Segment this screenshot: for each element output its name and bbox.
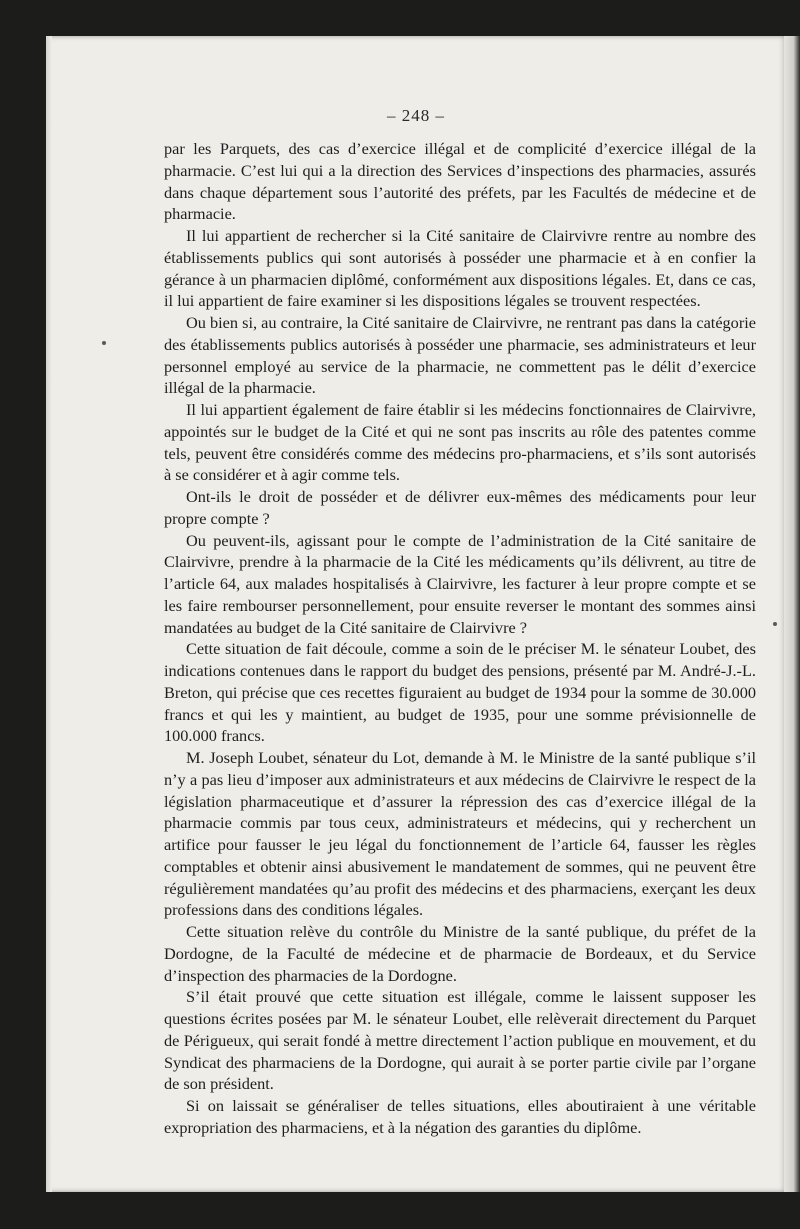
paragraph-2: Il lui appartient de rechercher si la Cité sanitaire de Clairvivre rentre au nombre des établissements publics qui sont autorisés à posséder une pharmacie et à en confier la gérance à un pharmacien diplômé, conformément aux dispositions légales. Et, dans ce cas, il lui appartient de faire examiner si les dispositions légales se trouvent respectées. xyxy=(164,226,756,311)
paragraph-4: Il lui appartient également de faire établir si les médecins fonctionnaires de Clairvivre, appointés sur le budget de la Cité et qui ne sont pas inscrits au rôle des patentes comme tels, peuvent être considérés comme des médecins pro-pharmaciens, et s’ils sont autorisés à se considérer et à agir comme tels. xyxy=(164,400,756,485)
document-page xyxy=(46,36,786,1192)
margin-dot-right xyxy=(773,622,777,626)
margin-dot-left xyxy=(102,341,106,345)
paragraph-11: Si on laissait se généraliser de telles situations, elles aboutiraient à une véritable expropriation des pharmaciens, et à la négation des garanties du diplôme. xyxy=(164,1096,756,1137)
paragraph-3: Ou bien si, au contraire, la Cité sanitaire de Clairvivre, ne rentrant pas dans la catégorie des établissements publics autorisés à posséder une pharmacie, ses administrateurs et leur personnel employé au service de la pharmacie, ne commettent pas le délit d’exercice illégal de la pharmacie. xyxy=(164,313,756,398)
paragraph-1: par les Parquets, des cas d’exercice illégal et de complicité d’exercice illégal de la pharmacie. C’est lui qui a la direction des Services d’inspections des pharmacies, assurés dans chaque département sous l’autorité des préfets, par les Facultés de médecine et de pharmacie. xyxy=(164,139,756,224)
paragraph-9: Cette situation relève du contrôle du Ministre de la santé publique, du préfet de la Dordogne, de la Faculté de médecine et de pharmacie de Bordeaux, et du Service d’inspection des pharmacies de la Dordogne. xyxy=(164,922,756,985)
page-number: – 248 – xyxy=(387,106,445,125)
paragraph-6: Ou peuvent-ils, agissant pour le compte de l’administration de la Cité sanitaire de Clairvivre, prendre à la pharmacie de la Cité les médicaments qu’ils délivrent, au titre de l’article 64, aux malades hospitalisés à Clairvivre, les facturer à leur propre compte et se les faire rembourser personnellement, pour ensuite reverser le montant des sommes ainsi mandatées au budget de la Cité sanitaire de Clairvivre ? xyxy=(164,530,756,637)
body-text xyxy=(164,138,756,1139)
paragraph-5: Ont-ils le droit de posséder et de délivrer eux-mêmes des médicaments pour leur propre compte ? xyxy=(164,487,756,528)
page-right-edge xyxy=(784,36,800,1192)
paragraph-8: M. Joseph Loubet, sénateur du Lot, demande à M. le Ministre de la santé publique s’il n’y a pas lieu d’imposer aux administrateurs et aux médecins de Clairvivre le respect de la législation pharmaceutique et d’assurer la répression des cas d’exercice illégal de la pharmacie commis par tous ceux, administrateurs et médecins, qui y recherchent un artifice pour fausser le jeu légal du fonctionnement de l’article 64, fausser les règles comptables et obtenir ainsi abusivement le mandatement de sommes, qui ne peuvent être régulièrement mandatées qu’au profit des médecins et des pharmaciens, exerçant les deux professions dans des conditions légales. xyxy=(164,748,756,920)
paragraph-10: S’il était prouvé que cette situation est illégale, comme le laissent supposer les questions écrites posées par M. le sénateur Loubet, elle relèverait directement du Parquet de Périgueux, qui serait fondé à mettre directement l’action publique en mouvement, et du Syndicat des pharmaciens de la Dordogne, qui aurait à se porter partie civile par l’organe de son président. xyxy=(164,987,756,1094)
paragraph-7: Cette situation de fait découle, comme a soin de le préciser M. le sénateur Loubet, des indications contenues dans le rapport du budget des pensions, présenté par M. André-J.-L. Breton, qui précise que ces recettes figuraient au budget de 1934 pour la somme de 30.000 francs et qui les y maintient, au budget de 1935, pour une somme prévisionnelle de 100.000 francs. xyxy=(164,639,756,746)
page-left-edge xyxy=(46,36,52,1192)
